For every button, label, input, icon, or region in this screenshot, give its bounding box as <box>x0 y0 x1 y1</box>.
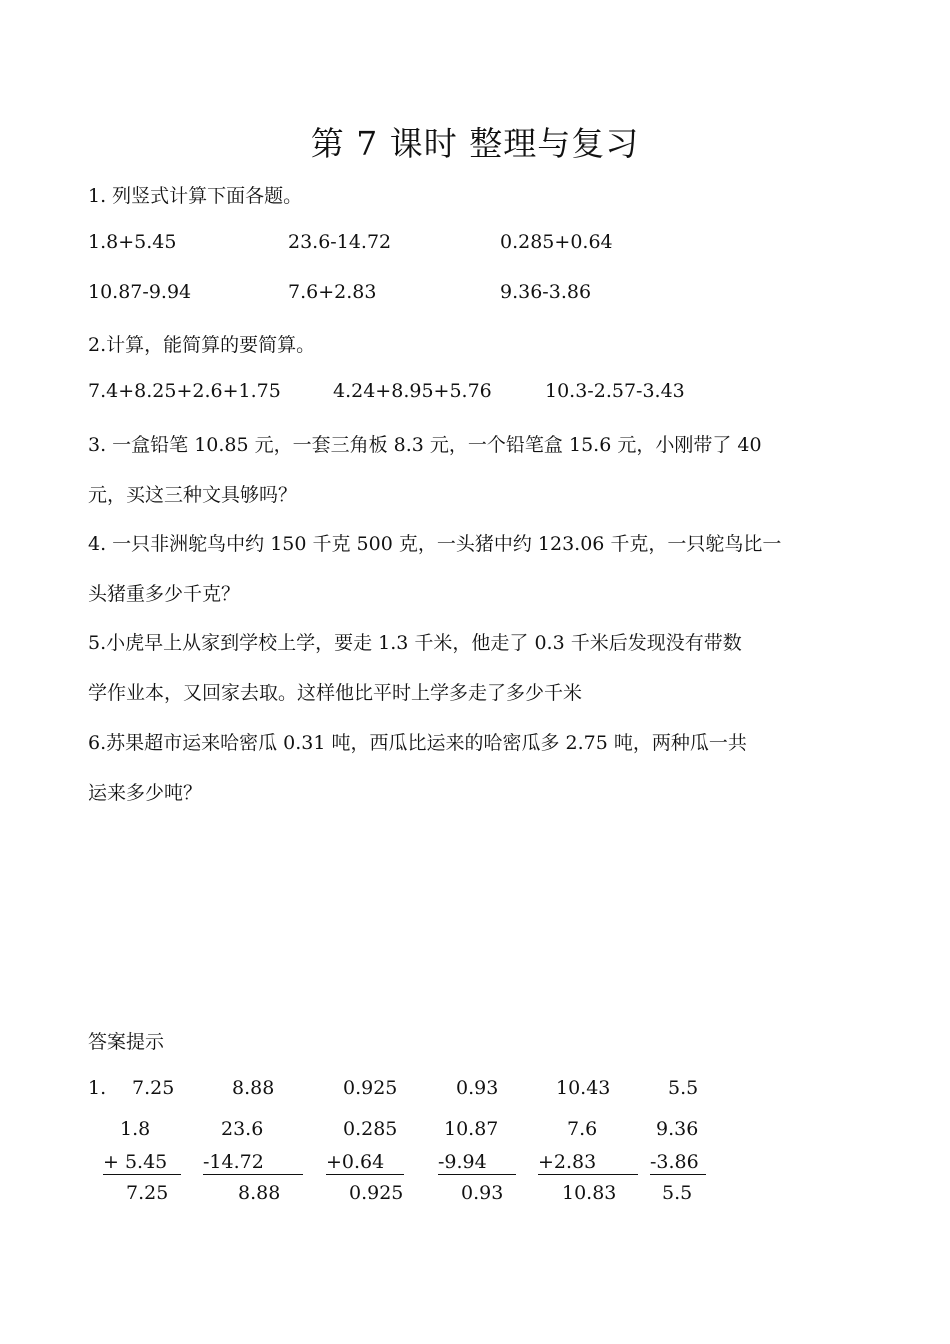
q2-prompt: 2.计算，能简算的要简算。 <box>88 334 316 356</box>
q6-text: 6.苏果超市运来哈密瓜 0.31 吨，西瓜比运来的哈密瓜多 2.75 吨，两种瓜一共 <box>88 732 747 754</box>
q5-text: 学作业本，又回家去取。这样他比平时上学多走了多少千米 <box>88 682 583 704</box>
vertical-top: 1.8 <box>120 1118 151 1140</box>
answer-result: 5.5 <box>668 1077 699 1099</box>
vertical-operand: +0.64 <box>326 1151 404 1175</box>
vertical-operand: + 5.45 <box>103 1151 181 1175</box>
vertical-result: 0.925 <box>349 1182 404 1204</box>
q2-expr: 10.3-2.57-3.43 <box>545 380 685 402</box>
vertical-operand: +2.83 <box>538 1151 638 1175</box>
vertical-top: 0.285 <box>343 1118 398 1140</box>
q2-expr: 4.24+8.95+5.76 <box>333 380 492 402</box>
answer-result: 7.25 <box>132 1077 175 1099</box>
page-title: 第 7 课时 整理与复习 <box>310 124 640 163</box>
q2-expr: 7.4+8.25+2.6+1.75 <box>88 380 281 402</box>
vertical-top: 9.36 <box>656 1118 699 1140</box>
answers-heading: 答案提示 <box>88 1031 165 1053</box>
answer-result: 10.43 <box>556 1077 611 1099</box>
q1-expr: 23.6-14.72 <box>288 231 392 253</box>
q1-expr: 0.285+0.64 <box>500 231 613 253</box>
vertical-result: 8.88 <box>238 1182 281 1204</box>
answer-number: 1. <box>88 1077 107 1099</box>
q6-text: 运来多少吨？ <box>88 782 203 804</box>
q1-expr: 10.87-9.94 <box>88 281 192 303</box>
answer-result: 0.93 <box>456 1077 499 1099</box>
answer-result: 8.88 <box>232 1077 275 1099</box>
q3-text: 3. 一盒铅笔 10.85 元，一套三角板 8.3 元，一个铅笔盒 15.6 元，小刚带了 40 <box>88 434 762 456</box>
q5-text: 5.小虎早上从家到学校上学，要走 1.3 千米，他走了 0.3 千米后发现没有带数 <box>88 632 742 654</box>
q4-text: 头猪重多少千克？ <box>88 583 241 605</box>
vertical-top: 7.6 <box>567 1118 598 1140</box>
vertical-result: 5.5 <box>662 1182 693 1204</box>
q1-expr: 1.8+5.45 <box>88 231 177 253</box>
vertical-result: 10.83 <box>562 1182 617 1204</box>
vertical-operand: -14.72 <box>203 1151 303 1175</box>
q1-prompt: 1. 列竖式计算下面各题。 <box>88 185 303 207</box>
vertical-operand: -9.94 <box>438 1151 516 1175</box>
vertical-top: 23.6 <box>221 1118 264 1140</box>
vertical-operand: -3.86 <box>650 1151 706 1175</box>
q1-expr: 9.36-3.86 <box>500 281 592 303</box>
q3-text: 元，买这三种文具够吗？ <box>88 484 298 506</box>
q4-text: 4. 一只非洲鸵鸟中约 150 千克 500 克，一头猪中约 123.06 千克，一只鸵鸟比一 <box>88 533 782 555</box>
vertical-top: 10.87 <box>444 1118 499 1140</box>
q1-expr: 7.6+2.83 <box>288 281 377 303</box>
vertical-result: 7.25 <box>126 1182 169 1204</box>
answer-result: 0.925 <box>343 1077 398 1099</box>
vertical-result: 0.93 <box>461 1182 504 1204</box>
